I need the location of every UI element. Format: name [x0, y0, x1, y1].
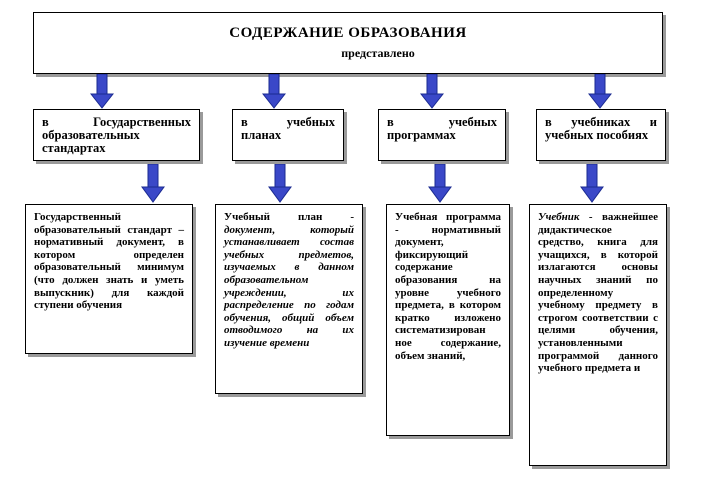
- description-program: [386, 204, 510, 436]
- description-textbook: [529, 204, 667, 466]
- category-textbooks: в учебниках и учебных пособиях: [536, 109, 666, 161]
- arrow-down-icon: [588, 74, 612, 110]
- arrow-down-icon: [268, 164, 292, 204]
- description-textbook-text: - важнейшее дидактическое средство, книга для учащихся, в которой излагаются основы научных знаний по определенному учебному предмету в строгом соответствии с целями обучения, установленными программой данного учебного предмета и: [538, 211, 658, 375]
- arrow-down-icon: [580, 164, 604, 204]
- description-plan-text: документ, который устанавливает состав учебных предметов, изучаемых в данном образовательном учреждении, их распределение по годам обучения, общий объем отводимого на их изучение времени: [224, 223, 354, 349]
- description-program-text: Учебная программа - нормативный документ, фиксирующий содержание образования на уровне учебного предмета, в котором кратко изложено систематизирован ное содержание, объем знаний,: [395, 211, 501, 362]
- description-standard: [25, 204, 193, 354]
- description-standard-text: Государственный образовательный стандарт – нормативный документ, в котором определен образовательный минимум (что должен знать и уметь выпускник) для каждой ступени обучения: [34, 211, 184, 312]
- arrow-down-icon: [141, 164, 165, 204]
- arrow-down-icon: [428, 164, 452, 204]
- title-box: [33, 12, 663, 74]
- category-programs: в учебных программах: [378, 109, 506, 161]
- diagram-subtitle: представлено: [341, 46, 415, 60]
- description-plan-lead: Учебный план -: [224, 211, 354, 223]
- category-standards: в Государственных образовательных стандартах: [33, 109, 200, 161]
- arrow-down-icon: [90, 74, 114, 110]
- diagram-title: СОДЕРЖАНИЕ ОБРАЗОВАНИЯ: [229, 25, 467, 41]
- arrow-down-icon: [262, 74, 286, 110]
- arrow-down-icon: [420, 74, 444, 110]
- description-textbook-lead: Учебник: [538, 211, 580, 223]
- description-plan: [215, 204, 363, 394]
- category-plans: в учебных планах: [232, 109, 344, 161]
